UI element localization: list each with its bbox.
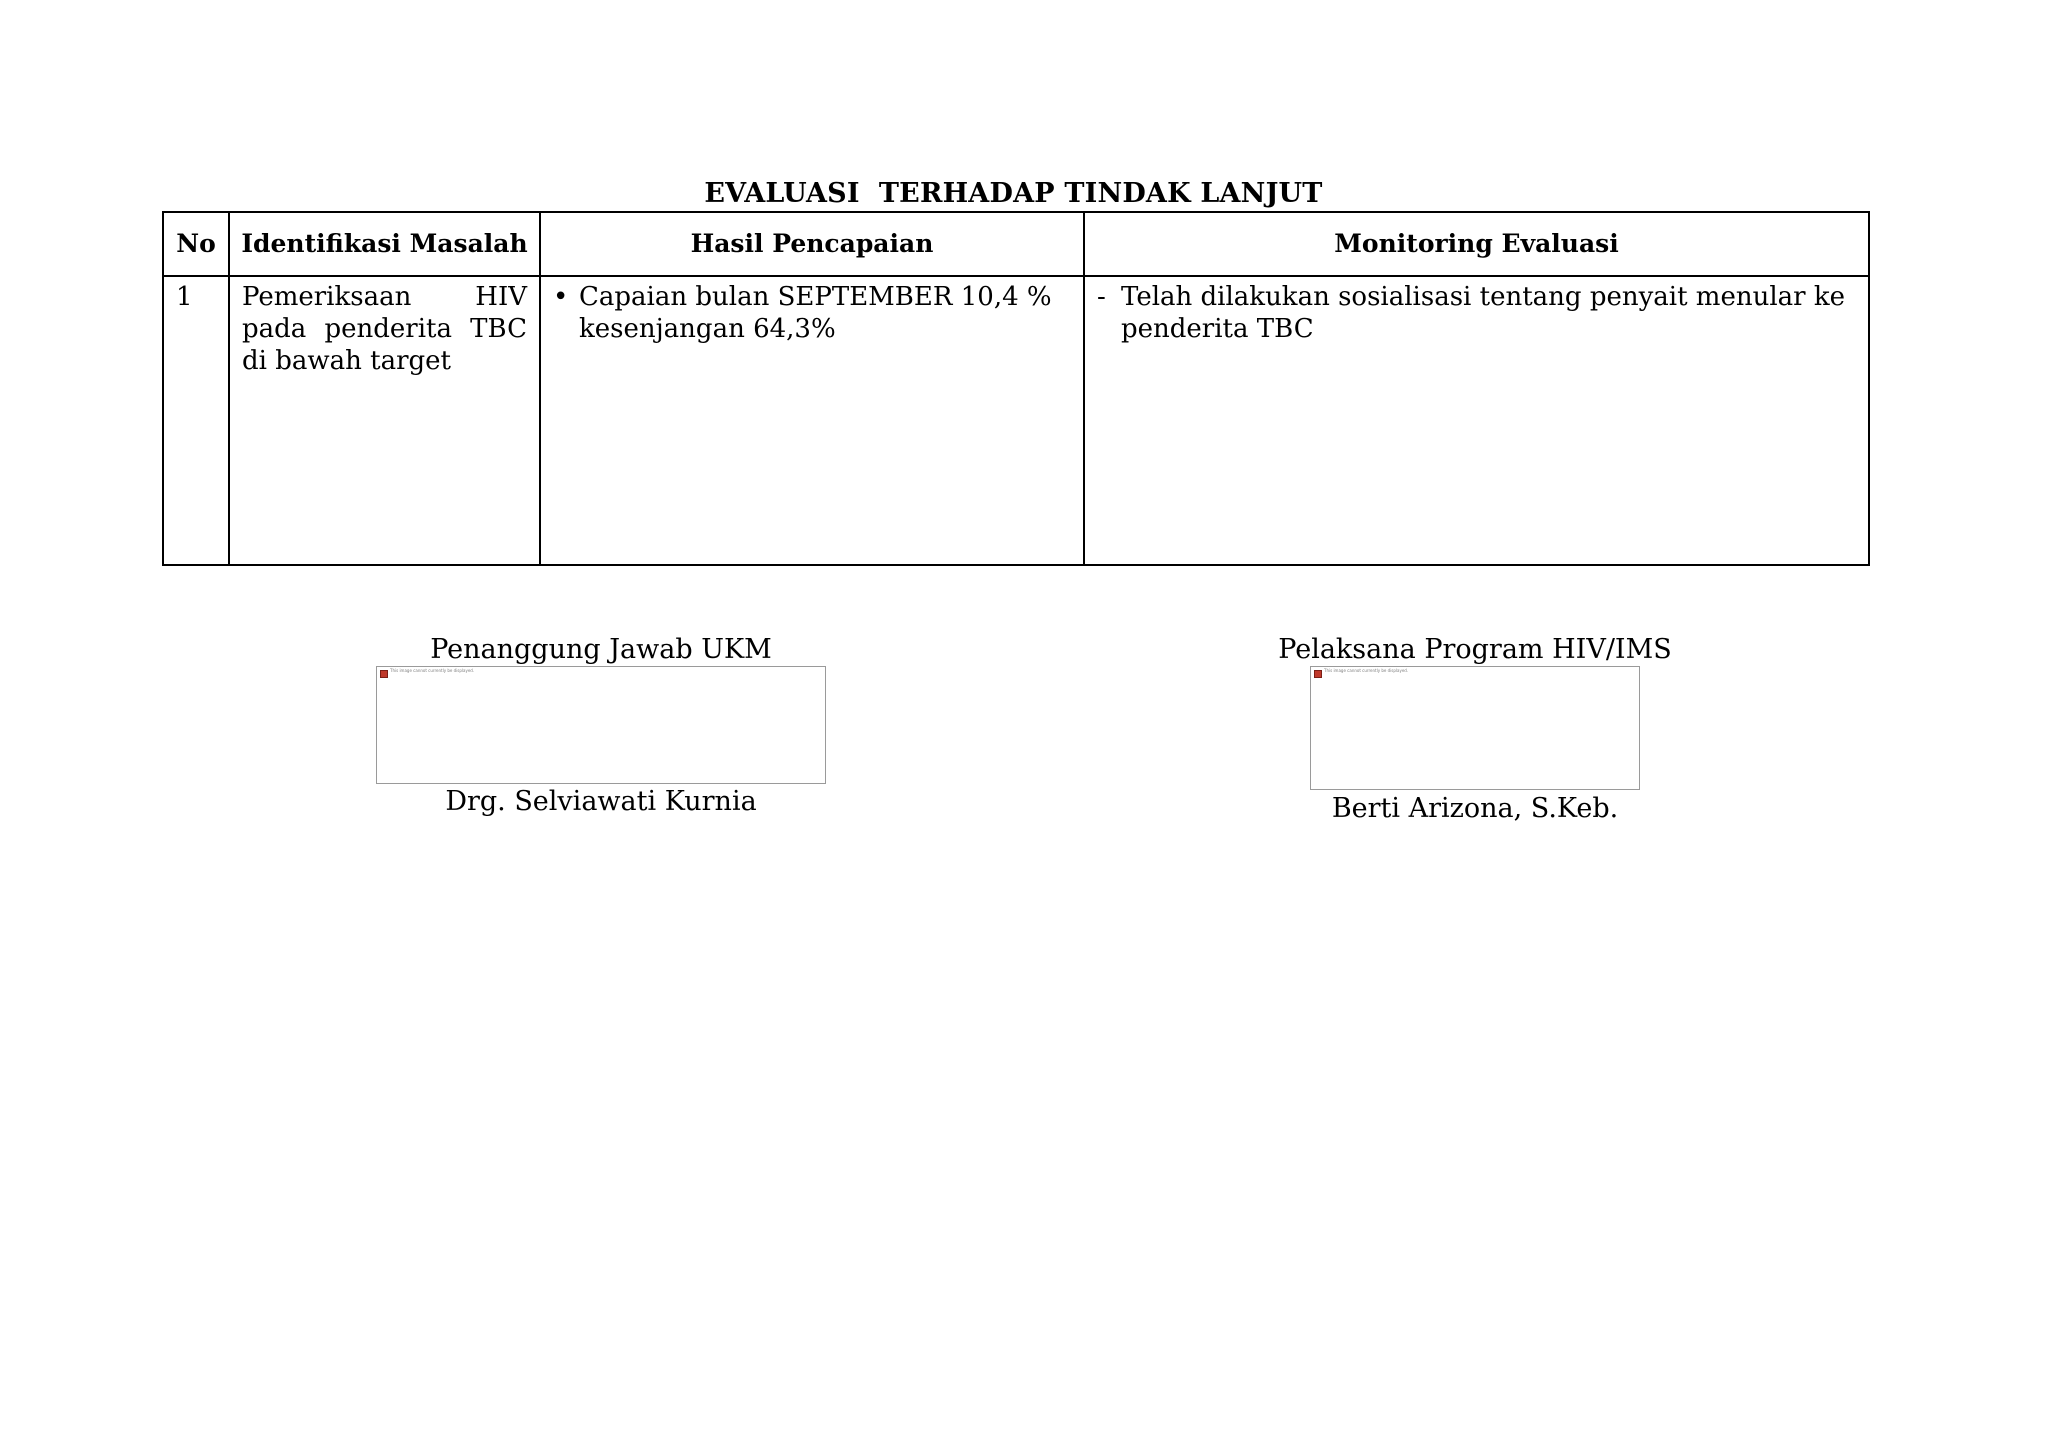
signature-image-left <box>376 666 826 784</box>
signature-image-right <box>1310 666 1640 790</box>
monitoring-evaluation-text: Telah dilakukan sosialisasi tentang penyait menular ke penderita TBC <box>1121 282 1845 344</box>
dash-icon: - <box>1097 282 1106 312</box>
header-no: No <box>163 212 229 276</box>
problem-identification-cell: Pemeriksaan HIV pada penderita TBC di bawah target <box>229 276 540 565</box>
signature-name-left: Drg. Selviawati Kurnia <box>445 786 757 817</box>
image-placeholder-text: This image cannot currently be displayed. <box>1324 668 1409 673</box>
row-number: 1 <box>163 276 229 565</box>
monitoring-evaluation-cell <box>1084 276 1869 565</box>
signature-role-right: Pelaksana Program HIV/IMS <box>1278 634 1672 665</box>
page-title: EVALUASI TERHADAP TINDAK LANJUT <box>704 178 1323 209</box>
achievement-result-cell <box>540 276 1084 565</box>
evaluation-table <box>162 211 1870 566</box>
dash-list-item <box>1097 281 1856 345</box>
table-row <box>163 276 1869 565</box>
bullet-icon: • <box>553 282 569 312</box>
table-header-row <box>163 212 1869 276</box>
header-problem-identification: Identifikasi Masalah <box>229 212 540 276</box>
signature-role-left: Penanggung Jawab UKM <box>430 634 772 665</box>
image-placeholder-text: This image cannot currently be displayed. <box>390 668 475 673</box>
broken-image-icon <box>380 670 388 678</box>
signature-name-right: Berti Arizona, S.Keb. <box>1331 793 1619 824</box>
header-monitoring-evaluation: Monitoring Evaluasi <box>1084 212 1869 276</box>
bullet-list-item <box>553 281 1071 345</box>
header-achievement-result: Hasil Pencapaian <box>540 212 1084 276</box>
broken-image-icon <box>1314 670 1322 678</box>
achievement-result-text: Capaian bulan SEPTEMBER 10,4 % kesenjangan 64,3% <box>579 282 1052 344</box>
